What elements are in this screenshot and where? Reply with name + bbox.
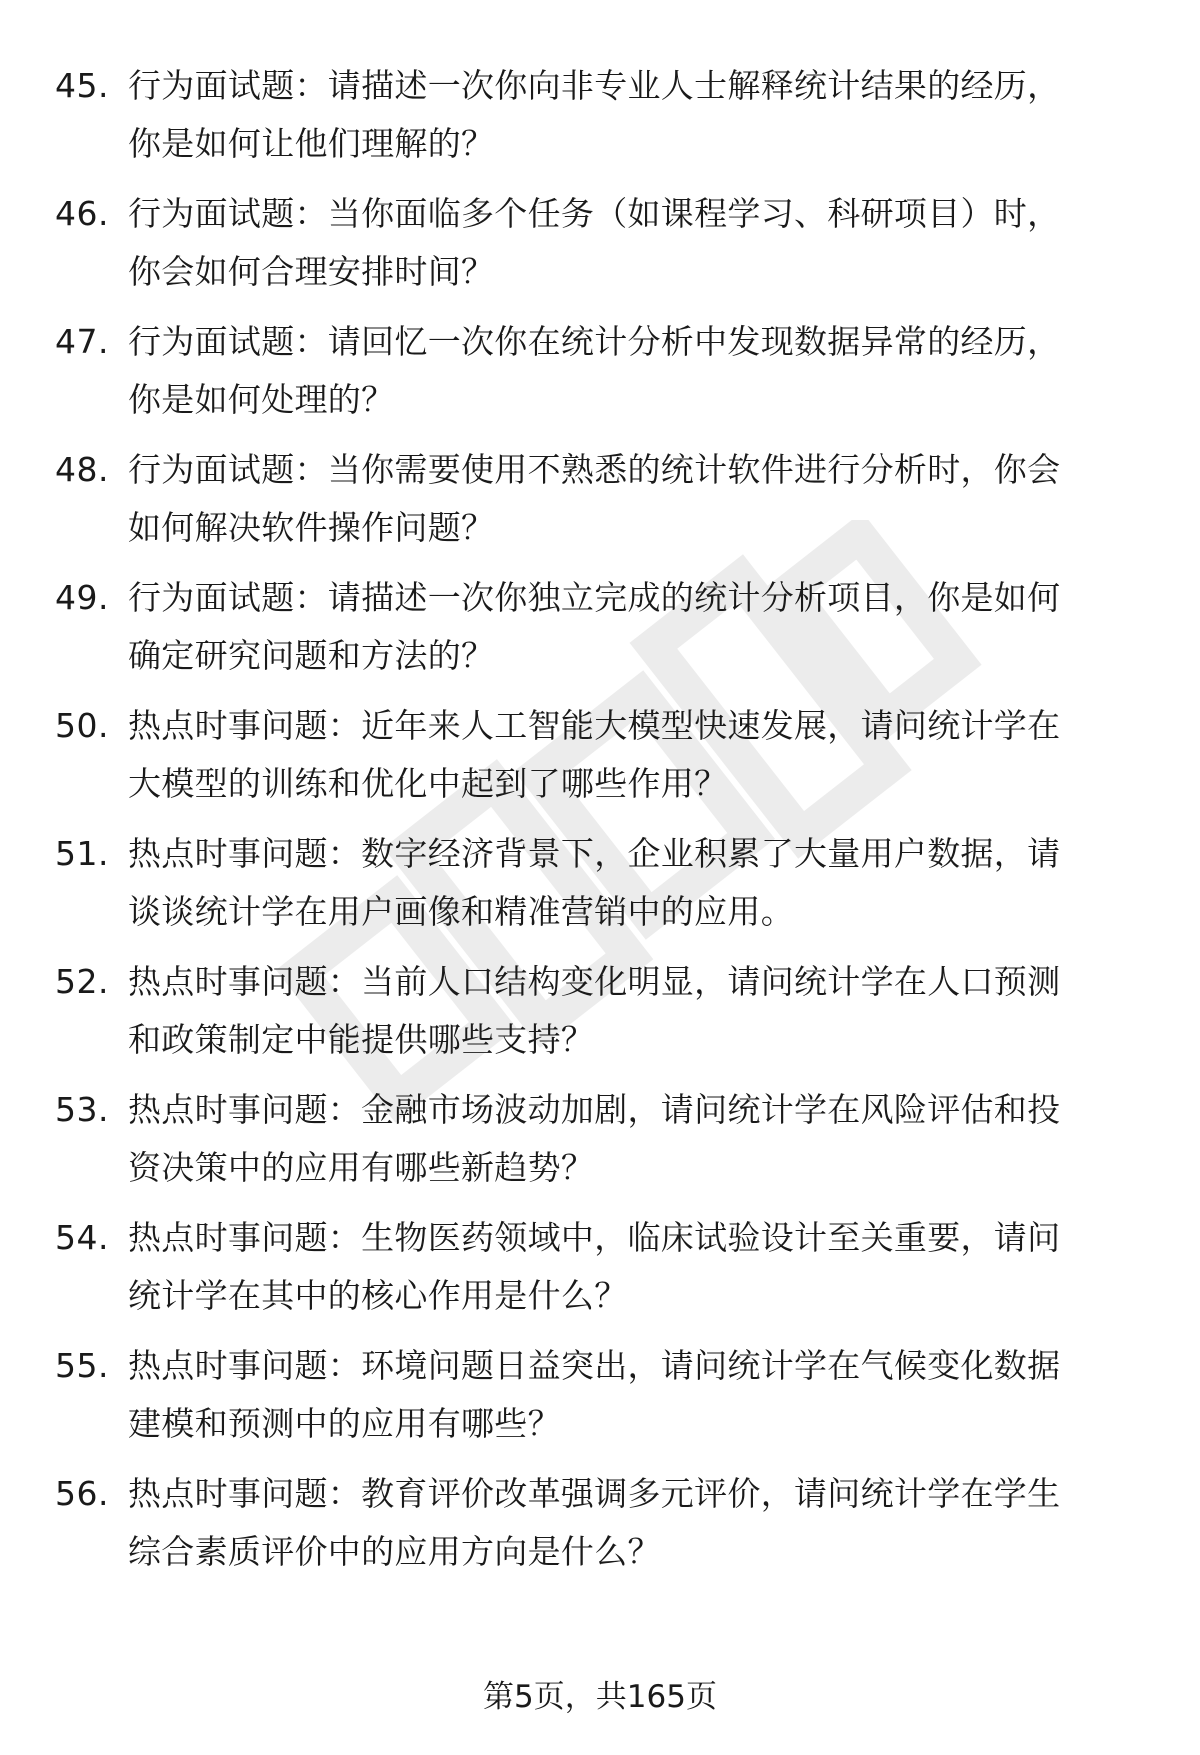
- question-number: 55.: [55, 1346, 109, 1385]
- question-number: 54.: [55, 1218, 109, 1257]
- question-text-line: 统计学在其中的核心作用是什么？: [128, 1276, 628, 1315]
- question-item: [0, 184, 1200, 312]
- question-text-line: 谈谈统计学在用户画像和精准营销中的应用。: [128, 892, 794, 931]
- question-number: 51.: [55, 834, 109, 873]
- question-text-line: 热点时事问题：生物医药领域中，临床试验设计至关重要，请问: [128, 1218, 1061, 1257]
- question-text-line: 行为面试题：当你需要使用不熟悉的统计软件进行分析时，你会: [128, 450, 1061, 489]
- question-text-line: 热点时事问题：当前人口结构变化明显，请问统计学在人口预测: [128, 962, 1061, 1001]
- question-text-line: 大模型的训练和优化中起到了哪些作用？: [128, 764, 728, 803]
- question-item: [0, 952, 1200, 1080]
- question-item: [0, 56, 1200, 184]
- question-item: [0, 696, 1200, 824]
- question-text-line: 行为面试题：请描述一次你独立完成的统计分析项目，你是如何: [128, 578, 1061, 617]
- question-text-line: 综合素质评价中的应用方向是什么？: [128, 1532, 661, 1571]
- question-number: 52.: [55, 962, 109, 1001]
- question-number: 49.: [55, 578, 109, 617]
- question-text-line: 行为面试题：请回忆一次你在统计分析中发现数据异常的经历，: [128, 322, 1061, 361]
- question-text-line: 确定研究问题和方法的？: [128, 636, 495, 675]
- question-text-line: 热点时事问题：金融市场波动加剧，请问统计学在风险评估和投: [128, 1090, 1061, 1129]
- question-text-line: 热点时事问题：近年来人工智能大模型快速发展，请问统计学在: [128, 706, 1061, 745]
- question-text-line: 行为面试题：当你面临多个任务（如课程学习、科研项目）时，: [128, 194, 1061, 233]
- question-item: [0, 312, 1200, 440]
- page-footer: [0, 1672, 1200, 1722]
- question-text-line: 如何解决软件操作问题？: [128, 508, 495, 547]
- question-text-line: 和政策制定中能提供哪些支持？: [128, 1020, 595, 1059]
- question-text-line: 资决策中的应用有哪些新趋势？: [128, 1148, 595, 1187]
- question-item: [0, 1208, 1200, 1336]
- question-text-line: 建模和预测中的应用有哪些？: [128, 1404, 561, 1443]
- question-number: 45.: [55, 66, 109, 105]
- question-text-line: 你是如何让他们理解的？: [128, 124, 495, 163]
- question-number: 53.: [55, 1090, 109, 1129]
- question-item: [0, 1080, 1200, 1208]
- question-number: 46.: [55, 194, 109, 233]
- question-item: [0, 824, 1200, 952]
- question-item: [0, 1336, 1200, 1464]
- question-text-line: 热点时事问题：环境问题日益突出，请问统计学在气候变化数据: [128, 1346, 1061, 1385]
- question-number: 48.: [55, 450, 109, 489]
- question-list: [0, 56, 1200, 1592]
- question-number: 47.: [55, 322, 109, 361]
- question-text-line: 热点时事问题：数字经济背景下，企业积累了大量用户数据，请: [128, 834, 1061, 873]
- question-number: 50.: [55, 706, 109, 745]
- question-item: [0, 1464, 1200, 1592]
- question-item: [0, 568, 1200, 696]
- question-text-line: 热点时事问题：教育评价改革强调多元评价，请问统计学在学生: [128, 1474, 1061, 1513]
- question-text-line: 你是如何处理的？: [128, 380, 395, 419]
- page-number-label: 第5页，共165页: [483, 1679, 717, 1715]
- question-text-line: 你会如何合理安排时间？: [128, 252, 495, 291]
- question-text-line: 行为面试题：请描述一次你向非专业人士解释统计结果的经历，: [128, 66, 1061, 105]
- question-number: 56.: [55, 1474, 109, 1513]
- question-item: [0, 440, 1200, 568]
